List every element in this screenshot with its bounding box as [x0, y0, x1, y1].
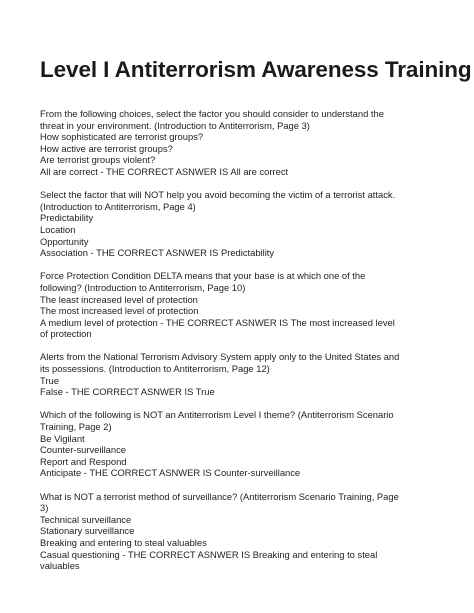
- question-block-5: [40, 409, 440, 479]
- question-block-2: [40, 189, 440, 259]
- text-line: True: [40, 374, 59, 386]
- text-line: Casual questioning - THE CORRECT ASNWER IS Breaking and entering to steal: [40, 548, 378, 560]
- question-block-3: [40, 270, 440, 340]
- text-line: Technical surveillance: [40, 513, 132, 525]
- text-line: 3): [40, 502, 49, 514]
- text-line: From the following choices, select the factor you should consider to understand the: [40, 108, 384, 119]
- question-block-4: [40, 351, 440, 397]
- text-line: Association - THE CORRECT ASNWER IS Predictability: [40, 247, 275, 259]
- text-line: How sophisticated are terrorist groups?: [40, 131, 204, 143]
- text-line: What is NOT a terrorist method of surveillance? (Antiterrorism Scenario Training, Page: [40, 490, 399, 502]
- text-line: following? (Introduction to Antiterrorism, Page 10): [40, 281, 246, 293]
- text-line: A medium level of protection - THE CORRECT ASNWER IS The most increased level: [40, 316, 395, 328]
- text-line: its possessions. (Introduction to Antiterrorism, Page 12): [40, 363, 270, 375]
- text-line: Stationary surveillance: [40, 525, 135, 537]
- text-line: Be Vigilant: [40, 432, 85, 444]
- text-line: Opportunity: [40, 235, 89, 247]
- text-line: Training, Page 2): [40, 421, 112, 433]
- text-line: threat in your environment. (Introduction to Antiterrorism, Page 3): [40, 119, 310, 131]
- text-line: Force Protection Condition DELTA means that your base is at which one of the: [40, 270, 366, 282]
- question-block-6: [40, 491, 440, 572]
- text-line: Alerts from the National Terrorism Advisory System apply only to the United States and: [40, 351, 400, 363]
- text-line: How active are terrorist groups?: [40, 142, 173, 154]
- text-line: Predictability: [40, 212, 94, 224]
- question-block-1: [40, 108, 440, 178]
- text-line: Breaking and entering to steal valuables: [40, 536, 207, 548]
- text-line: (Introduction to Antiterrorism, Page 4): [40, 200, 196, 212]
- text-line: Anticipate - THE CORRECT ASNWER IS Counter-surveillance: [40, 467, 301, 479]
- text-line: Report and Respond: [40, 455, 127, 467]
- text-line: All are correct - THE CORRECT ASNWER IS All are correct: [40, 165, 289, 177]
- text-line: valuables: [40, 560, 80, 572]
- document-title: Level I Antiterrorism Awareness Training: [40, 57, 472, 82]
- text-line: Counter-surveillance: [40, 444, 126, 456]
- text-line: Location: [40, 223, 76, 235]
- text-line: The most increased level of protection: [40, 305, 199, 317]
- text-line: of protection: [40, 328, 92, 340]
- text-line: The least increased level of protection: [40, 293, 198, 305]
- text-line: Select the factor that will NOT help you avoid becoming the victim of a terrorist attack.: [40, 189, 396, 201]
- text-line: Which of the following is NOT an Antiterrorism Level I theme? (Antiterrorism Scenario: [40, 409, 394, 421]
- text-line: Are terrorist groups violent?: [40, 154, 156, 166]
- document-body: [40, 108, 440, 583]
- text-line: False - THE CORRECT ASNWER IS True: [40, 386, 215, 398]
